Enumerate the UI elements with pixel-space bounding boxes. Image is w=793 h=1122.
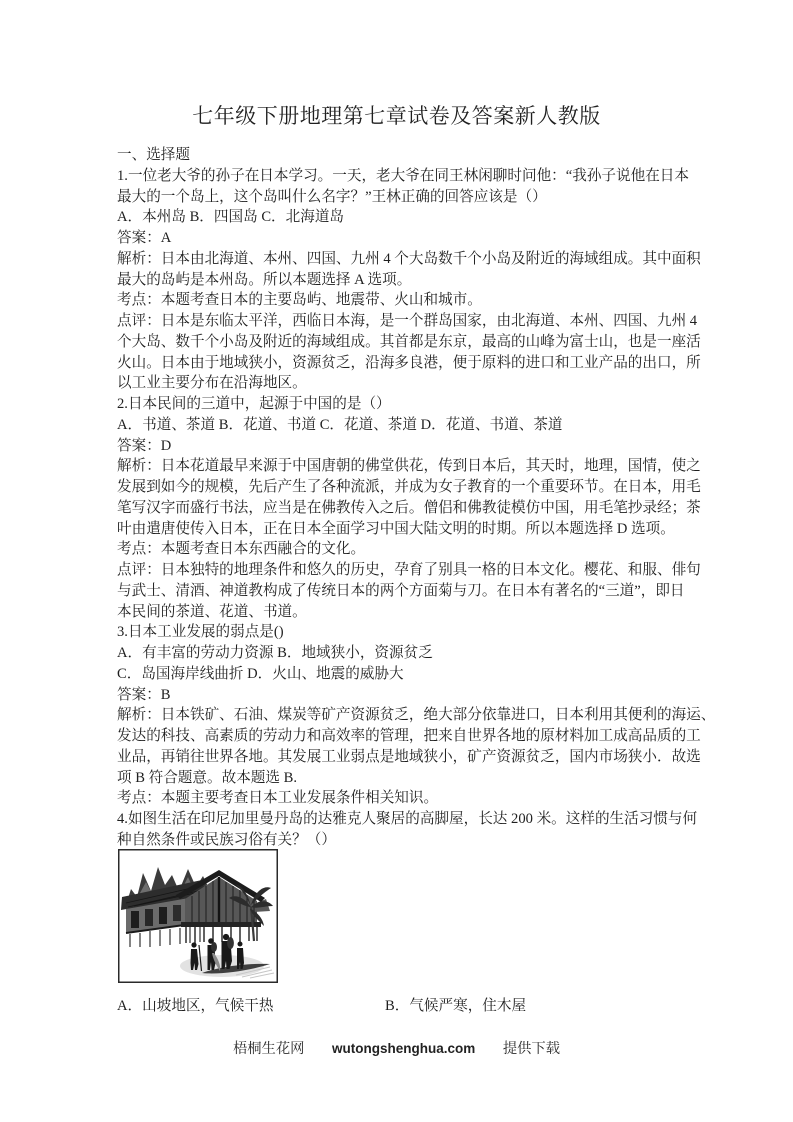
page-title: 七年级下册地理第七章试卷及答案新人教版 bbox=[192, 104, 601, 128]
q1-options: A．本州岛 B．四国岛 C．北海道岛 bbox=[117, 209, 345, 226]
footer-site-domain: wutongshenghua.com bbox=[332, 1041, 476, 1056]
q1-examined-point: 考点：本题考查日本的主要岛屿、地震带、火山和城市。 bbox=[117, 292, 482, 309]
page-footer bbox=[0, 1038, 793, 1058]
q1-stem-line1: 1.一位老大爷的孙子在日本学习。一天，老大爷在同王林闲聊时问他：“我孙子说他在日本 bbox=[117, 167, 689, 184]
q2-comment-line2: 与武士、清酒、神道教构成了传统日本的两个方面菊与刀。在日本有著名的“三道”，即日 bbox=[117, 582, 685, 599]
q2-analysis-line2: 发展到如今的规模，先后产生了各种流派，并成为女子教育的一个重要环节。在日本，用毛 bbox=[117, 479, 701, 495]
q1-comment-line2: 个大岛、数千个小岛及附近的海域组成。其首都是东京，最高的山峰为富士山，也是一座活 bbox=[117, 333, 701, 350]
q2-comment-line1: 点评：日本独特的地理条件和悠久的历史，孕育了别具一格的日本文化。樱花、和服、俳句 bbox=[117, 562, 701, 578]
q3-analysis-line2: 发达的科技、高素质的劳动力和高效率的管理，把来自世界各地的原材料加工成高品质的工 bbox=[117, 728, 701, 744]
footer-download-text: 提供下载 bbox=[502, 1041, 561, 1057]
q1-comment-line3: 火山。日本由于地域狭小，资源贫乏，沿海多良港，便于原料的进口和工业产品的出口，所 bbox=[117, 354, 701, 371]
q2-analysis-line4: 叶由遣唐使传入日本，正在日本全面学习中国大陆文明的时期。所以本题选择 D 选项。 bbox=[117, 520, 675, 537]
q2-answer: 答案：D bbox=[117, 437, 172, 454]
q1-analysis-line1: 解析：日本由北海道、本州、四国、九州 4 个大岛数千个小岛及附近的海域组成。其中面积 bbox=[117, 250, 701, 267]
q2-examined-point: 考点：本题考查日本东西融合的文化。 bbox=[117, 541, 366, 558]
q4-option-a: A．山坡地区，气候干热 bbox=[117, 998, 274, 1014]
q4-image-options-row bbox=[117, 996, 693, 1017]
section-heading: 一、选择题 bbox=[117, 147, 190, 163]
q3-options-cd: C．岛国海岸线曲折 D．火山、地震的威胁大 bbox=[117, 665, 404, 682]
q2-stem: 2.日本民间的三道中，起源于中国的是（） bbox=[117, 396, 391, 412]
q2-analysis-line3: 笔写汉字而盛行书法，应当是在佛教传入之后。僧侣和佛教徒模仿中国，用毛笔抄录经；茶 bbox=[117, 499, 701, 516]
q3-analysis-line3: 业品，再销往世界各地。其发展工业弱点是地域狭小，矿产资源贫乏，国内市场狭小．故选 bbox=[117, 748, 701, 765]
q3-analysis-line1: 解析：日本铁矿、石油、煤炭等矿产资源贫乏，绝大部分依靠进口，日本利用其便利的海运、 bbox=[117, 707, 716, 724]
document-body bbox=[117, 145, 716, 851]
footer-site-name: 梧桐生花网 bbox=[232, 1041, 305, 1057]
q2-analysis-line1: 解析：日本花道最早来源于中国唐朝的佛堂供花，传到日本后，其天时，地理，国情，使之 bbox=[117, 458, 701, 475]
q2-comment-line3: 本民间的茶道、花道、书道。 bbox=[117, 603, 307, 620]
q4-stem-line1: 4.如图生活在印尼加里曼丹岛的达雅克人聚居的高脚屋，长达 200 米。这样的生活习惯与何 bbox=[117, 811, 698, 827]
q1-analysis-line2: 最大的岛屿是本州岛。所以本题选择 A 选项。 bbox=[117, 271, 412, 288]
q3-analysis-line4: 项 B 符合题意。故本题选 B. bbox=[117, 769, 297, 786]
stilt-house-figure bbox=[118, 849, 278, 983]
q1-stem-line2: 最大的一个岛上，这个岛叫什么名字？”王林正确的回答应该是（） bbox=[117, 188, 547, 205]
q4-option-b: B．气候严寒，住木屋 bbox=[385, 998, 527, 1014]
q4-stem-line2: 种自然条件或民族习俗有关？（） bbox=[117, 831, 336, 848]
q1-answer: 答案：A bbox=[117, 230, 172, 246]
q3-options-ab: A．有丰富的劳动力资源 B．地域狭小，资源贫乏 bbox=[117, 645, 433, 661]
q3-examined-point: 考点：本题主要考查日本工业发展条件相关知识。 bbox=[117, 790, 439, 807]
q1-comment-line4: 以工业主要分布在沿海地区。 bbox=[117, 375, 307, 392]
q2-options: A．书道、茶道 B．花道、书道 C．花道、茶道 D．花道、书道、茶道 bbox=[117, 416, 563, 433]
stilt-house-illustration bbox=[118, 849, 278, 983]
q1-comment-line1: 点评：日本是东临太平洋，西临日本海，是一个群岛国家，由北海道、本州、四国、九州 4 bbox=[117, 313, 698, 329]
q3-answer: 答案：B bbox=[117, 686, 171, 703]
q3-stem: 3.日本工业发展的弱点是() bbox=[117, 624, 284, 641]
